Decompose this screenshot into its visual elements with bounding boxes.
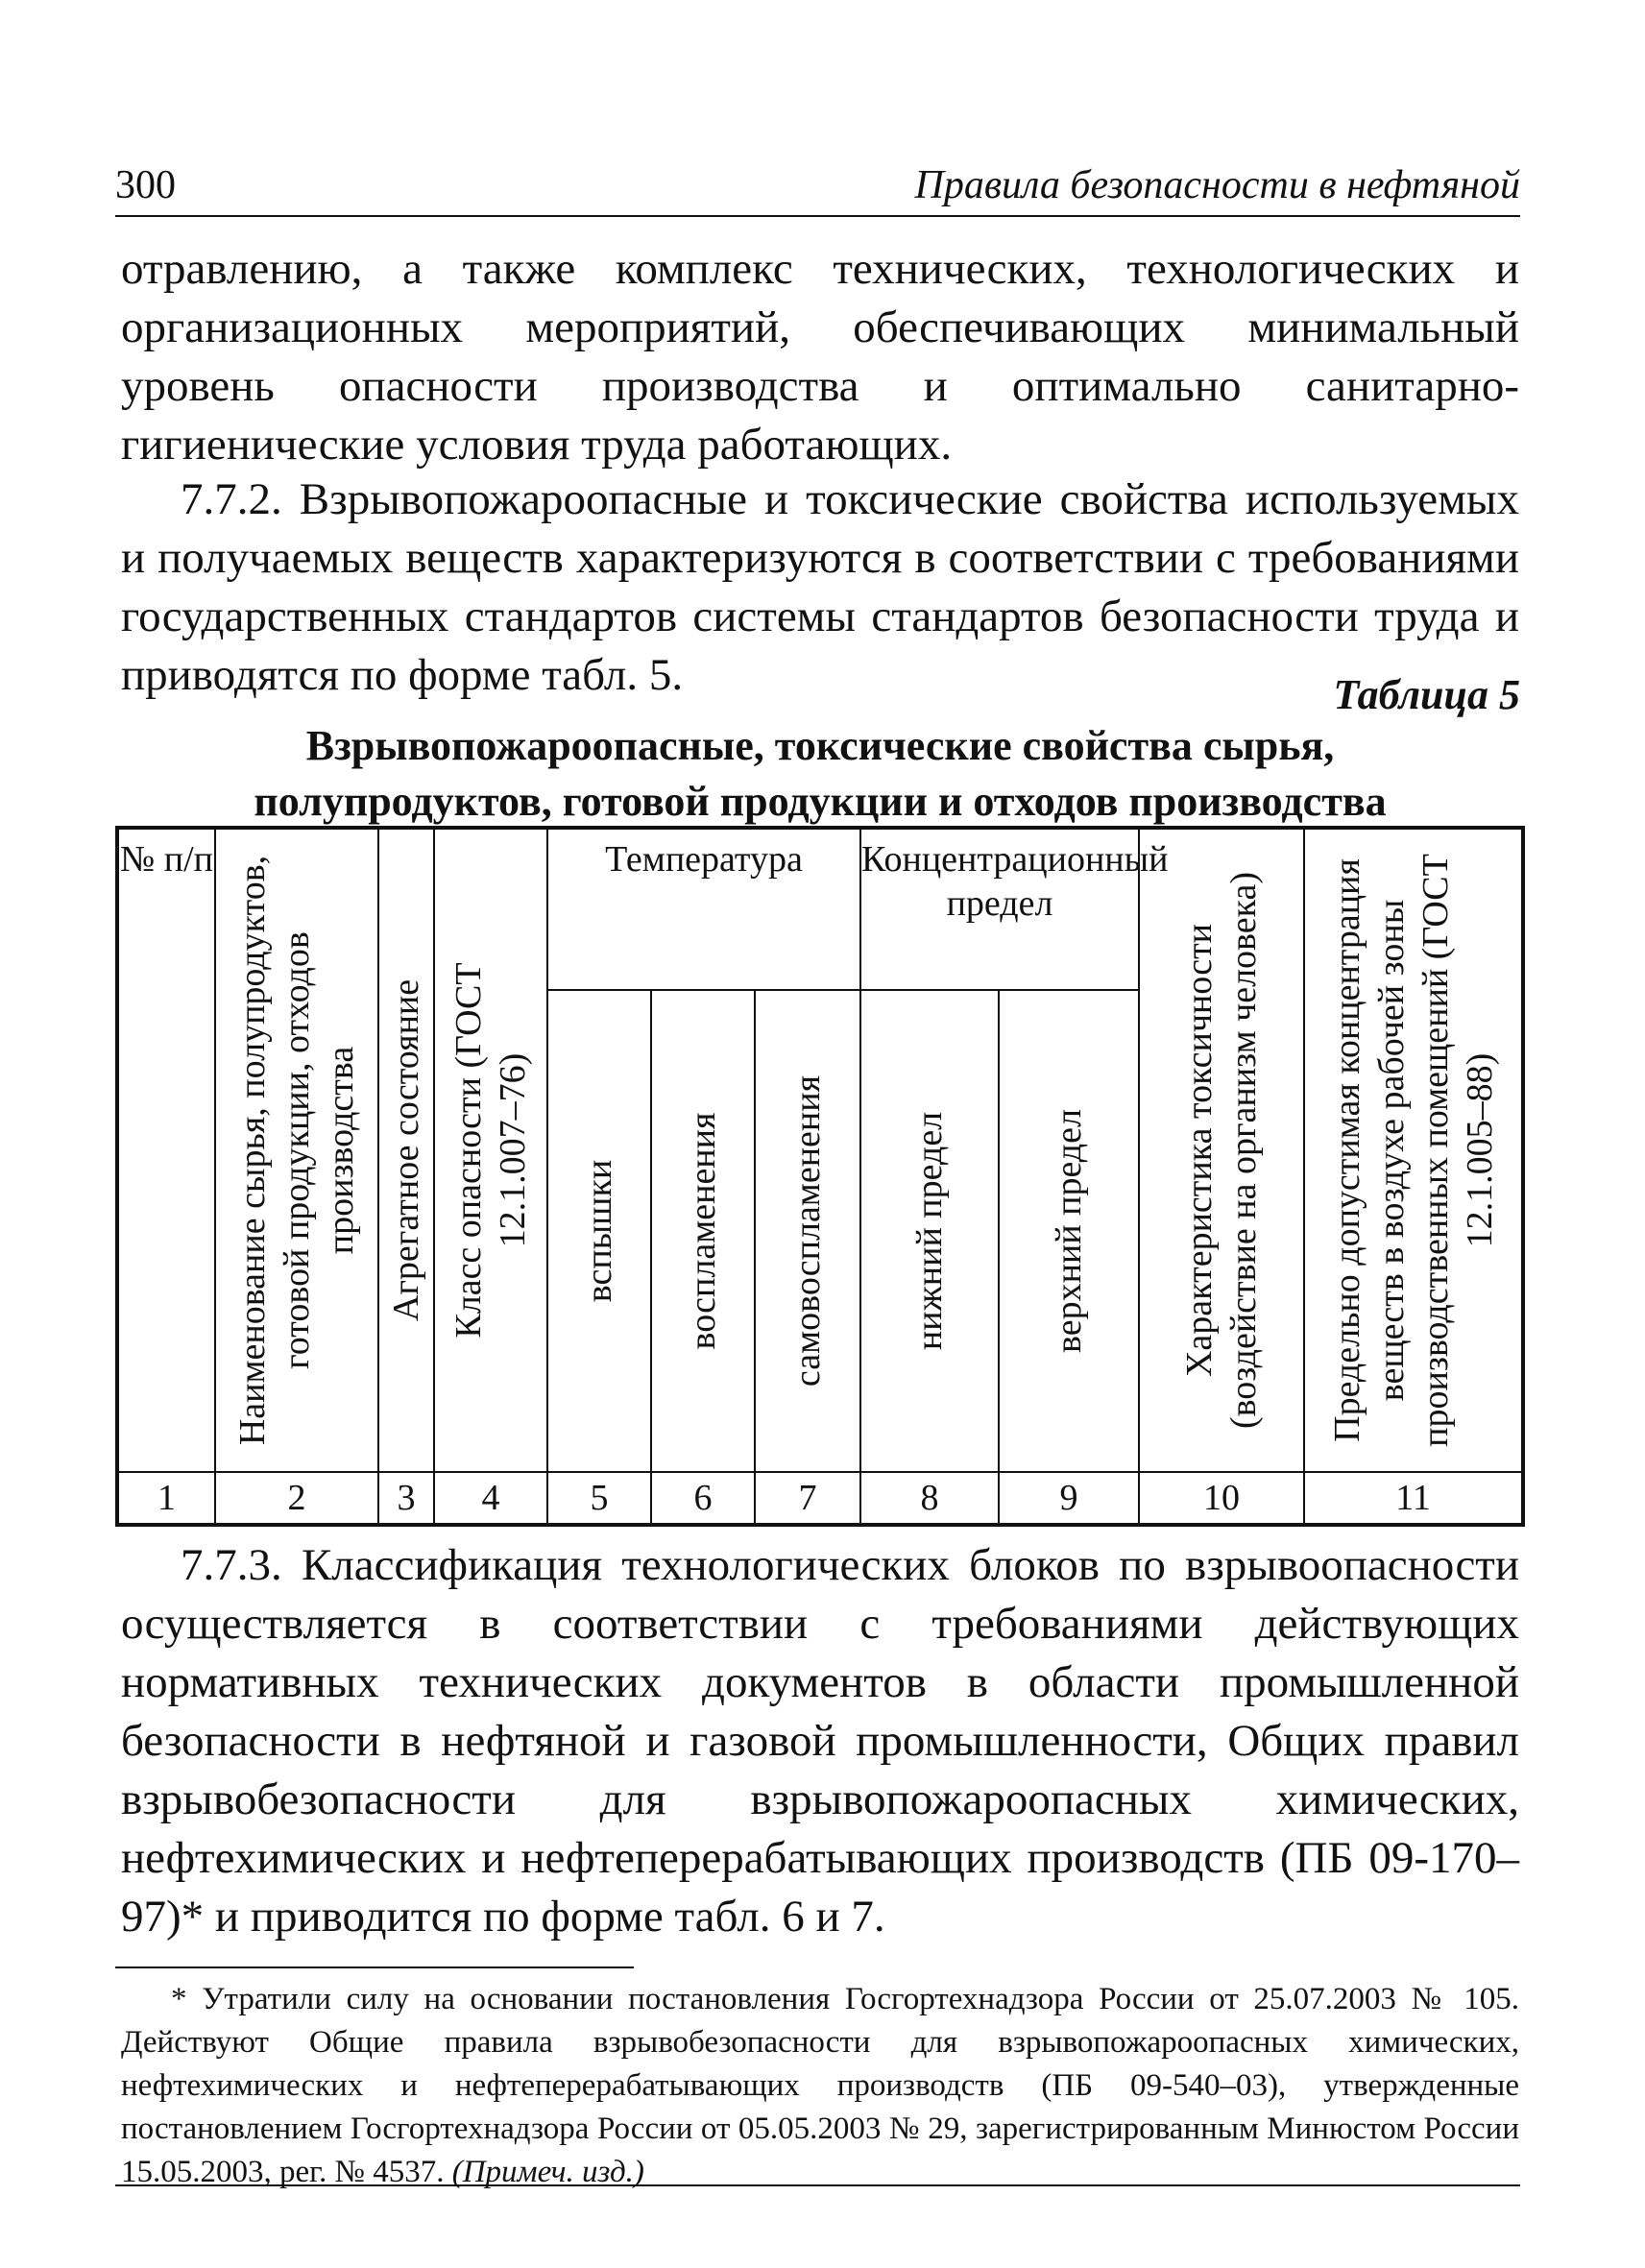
header-name: Наименование сырья, полупродуктов, готовой продукции, отходов производства <box>215 828 378 1472</box>
header-mac: Предельно допустимая концентрация веществ в воздухе рабочей зоны производственных помещений (ГОСТ 12.1.005–88) <box>1304 828 1523 1472</box>
footnote <box>121 1978 1519 2194</box>
table-label: Таблица 5 <box>1333 671 1520 718</box>
paragraph-continuation: отравлению, а также комплекс технических, технологических и организационных мероприятий, обеспечивающих минимальный уровень опасности производства и оптимально санитарно-гигиенические условия труда работающих. <box>121 244 1519 470</box>
page-number: 300 <box>115 163 176 207</box>
footnote-note: (Примеч. изд.) <box>451 2155 644 2189</box>
col-number: 9 <box>999 1472 1139 1525</box>
header-temp-ignition: воспламенения <box>651 990 755 1472</box>
footnote-text: * Утратили силу на основании постановления Госгортехнадзора России от 25.07.2003 № 105. Действуют Общие правила взрывобезопасности для взрывопожароопасных химических, нефтехимических и нефтеперерабатывающих производств (ПБ 09-540–03), утвержденные постановлением Госгортехнадзора России от 05.05.2003 № 29, зарегистрированным Минюстом России 15.05.2003, рег. № 4537. <box>121 1982 1519 2189</box>
header-rule <box>115 215 1520 217</box>
table-title-line-1: Взрывопожароопасные, токсические свойства сырья, <box>305 722 1335 769</box>
header-conc-lower: нижний предел <box>860 990 999 1472</box>
bottom-rule <box>115 2184 1520 2186</box>
header-concentration: Концентрационный предел <box>860 828 1139 990</box>
col-number: 3 <box>378 1472 434 1525</box>
col-number: 4 <box>434 1472 547 1525</box>
col-number: 1 <box>117 1472 215 1525</box>
running-title: Правила безопасности в нефтяной <box>914 163 1520 207</box>
col-number: 5 <box>547 1472 651 1525</box>
col-number: 11 <box>1304 1472 1523 1525</box>
header-temp-flash: вспышки <box>547 990 651 1472</box>
paragraph-7-7-3: 7.7.3. Классификация технологических блоков по взрывоопасности осуществляется в соответствии с требованиями действующих нормативных технических документов в области промышленной безопасности в нефтяной и газовой промышленности, Общих правил взрывобезопасности для взрывопожароопасных химических, нефтехимических и нефтеперерабатывающих производств (ПБ 09-170–97)* и приводится по форме табл. 6 и 7. <box>121 1540 1519 1942</box>
table-title <box>121 718 1519 830</box>
header-toxicity: Характеристика токсичности (воздействие на организм человека) <box>1139 828 1304 1472</box>
header-class: Класс опасности (ГОСТ 12.1.007–76) <box>434 828 547 1472</box>
table-number-row <box>117 1472 1523 1525</box>
header-temperature: Температура <box>547 828 860 990</box>
header-no: № п/п <box>117 828 215 1472</box>
header-temp-autoignition: самовоспламенения <box>755 990 860 1472</box>
col-number: 8 <box>860 1472 999 1525</box>
footnote-separator <box>115 1966 634 1968</box>
table-title-line-2: полупродуктов, готовой продукции и отходов производства <box>254 778 1387 825</box>
col-number: 10 <box>1139 1472 1304 1525</box>
header-conc-upper: верхний предел <box>999 990 1139 1472</box>
col-number: 6 <box>651 1472 755 1525</box>
header-state: Агрегатное состояние <box>378 828 434 1472</box>
properties-table <box>115 826 1525 1527</box>
col-number: 7 <box>755 1472 860 1525</box>
paragraph-7-7-2: 7.7.2. Взрывопожароопасные и токсические свойства используемых и получаемых веществ характеризуются в соответствии с требованиями государственных стандартов системы стандартов безопасности труда и приводятся по форме табл. 5. <box>121 474 1519 700</box>
table-header-row-1 <box>117 828 1523 990</box>
col-number: 2 <box>215 1472 378 1525</box>
